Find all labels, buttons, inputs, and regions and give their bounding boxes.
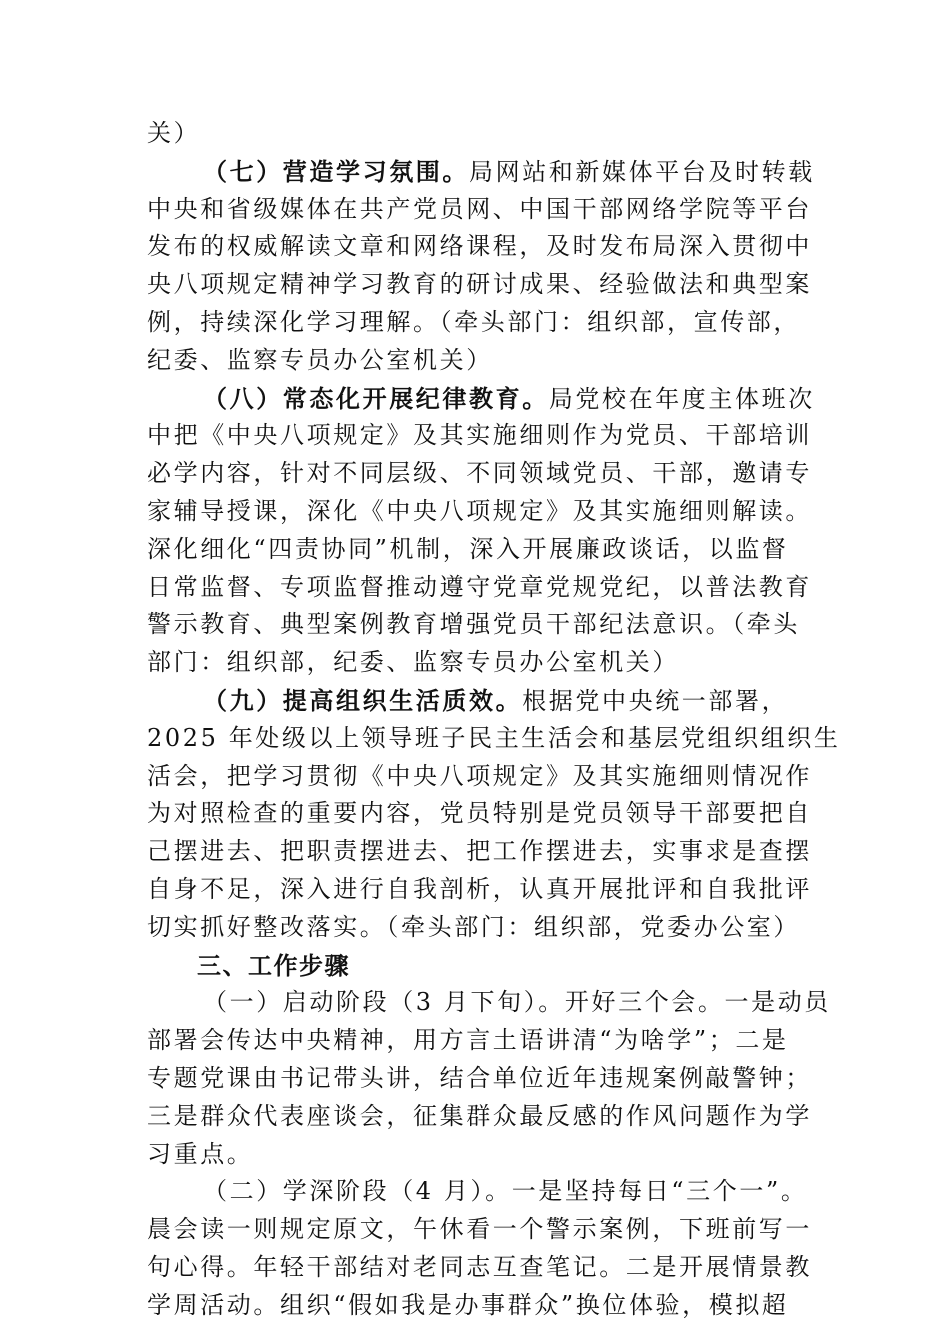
text-line: 活会，把学习贯彻《中央八项规定》及其实施细则情况作 <box>147 761 812 790</box>
section-9-first-line: （九）提高组织生活质效。根据党中央统一部署， <box>203 685 789 715</box>
text-line: 部门：组织部，纪委、监察专员办公室机关） <box>147 648 679 677</box>
text-line: 己摆进去、把职责摆进去、把工作摆进去，实事求是查摆 <box>147 837 812 866</box>
section-8-first-line: （八）常态化开展纪律教育。局党校在年度主体班次 <box>203 383 815 413</box>
section-9-heading: （九）提高组织生活质效。 <box>203 685 523 715</box>
step-2-first-line: （二）学深阶段（4 月）。一是坚持每日“三个一”。 <box>203 1177 808 1206</box>
text-line: 切实抓好整改落实。（牵头部门：组织部，党委办公室） <box>147 912 800 941</box>
text-line: 关） <box>147 119 201 147</box>
text-line: 中把《中央八项规定》及其实施细则作为党员、干部培训 <box>147 421 812 450</box>
step-1-first-line: （一）启动阶段（3 月下旬）。开好三个会。一是动员 <box>203 988 831 1017</box>
section-3-heading: 三、工作步骤 <box>197 950 350 980</box>
text-line: 发布的权威解读文章和网络课程，及时发布局深入贯彻中 <box>147 232 812 261</box>
text-line: 警示教育、典型案例教育增强党员干部纪法意识。（牵头 <box>147 610 800 639</box>
text-line: 三是群众代表座谈会，征集群众最反感的作风问题作为学 <box>147 1101 812 1130</box>
section-7-heading: （七）营造学习氛围。 <box>203 156 469 186</box>
text-line: 专题党课由书记带头讲，结合单位近年违规案例敲警钟； <box>147 1063 812 1092</box>
section-8-heading: （八）常态化开展纪律教育。 <box>203 383 549 413</box>
text-line: 部署会传达中央精神，用方言土语讲清“为啥学”；二是 <box>147 1026 789 1055</box>
text-line: 必学内容，针对不同层级、不同领域党员、干部，邀请专 <box>147 459 812 488</box>
text-line: 例，持续深化学习理解。（牵头部门：组织部，宣传部， <box>147 307 800 336</box>
text-line: 学周活动。组织“假如我是办事群众”换位体验，模拟超 <box>147 1290 789 1319</box>
text-line: 家辅导授课，深化《中央八项规定》及其实施细则解读。 <box>147 496 812 525</box>
text-line: 为对照检查的重要内容，党员特别是党员领导干部要把自 <box>147 799 812 828</box>
text-line: 纪委、监察专员办公室机关） <box>147 345 493 374</box>
text-line: 习重点。 <box>147 1139 254 1168</box>
document-body <box>147 115 841 1325</box>
text-line: 句心得。年轻干部结对老同志互查笔记。二是开展情景教 <box>147 1252 812 1281</box>
section-7-first-line: （七）营造学习氛围。局网站和新媒体平台及时转载 <box>203 156 815 186</box>
text-line: 深化细化“四责协同”机制，深入开展廉政谈话，以监督 <box>147 534 789 563</box>
text-line: 央八项规定精神学习教育的研讨成果、经验做法和典型案 <box>147 270 812 299</box>
text-line: 2025 年处级以上领导班子民主生活会和基层党组织组织生 <box>147 723 841 752</box>
text-line: 自身不足，深入进行自我剖析，认真开展批评和自我批评 <box>147 874 812 903</box>
text-line: 中央和省级媒体在共产党员网、中国干部网络学院等平台 <box>147 194 812 223</box>
text-line: 晨会读一则规定原文，午休看一个警示案例，下班前写一 <box>147 1215 812 1244</box>
text-line: 日常监督、专项监督推动遵守党章党规党纪，以普法教育 <box>147 572 812 601</box>
